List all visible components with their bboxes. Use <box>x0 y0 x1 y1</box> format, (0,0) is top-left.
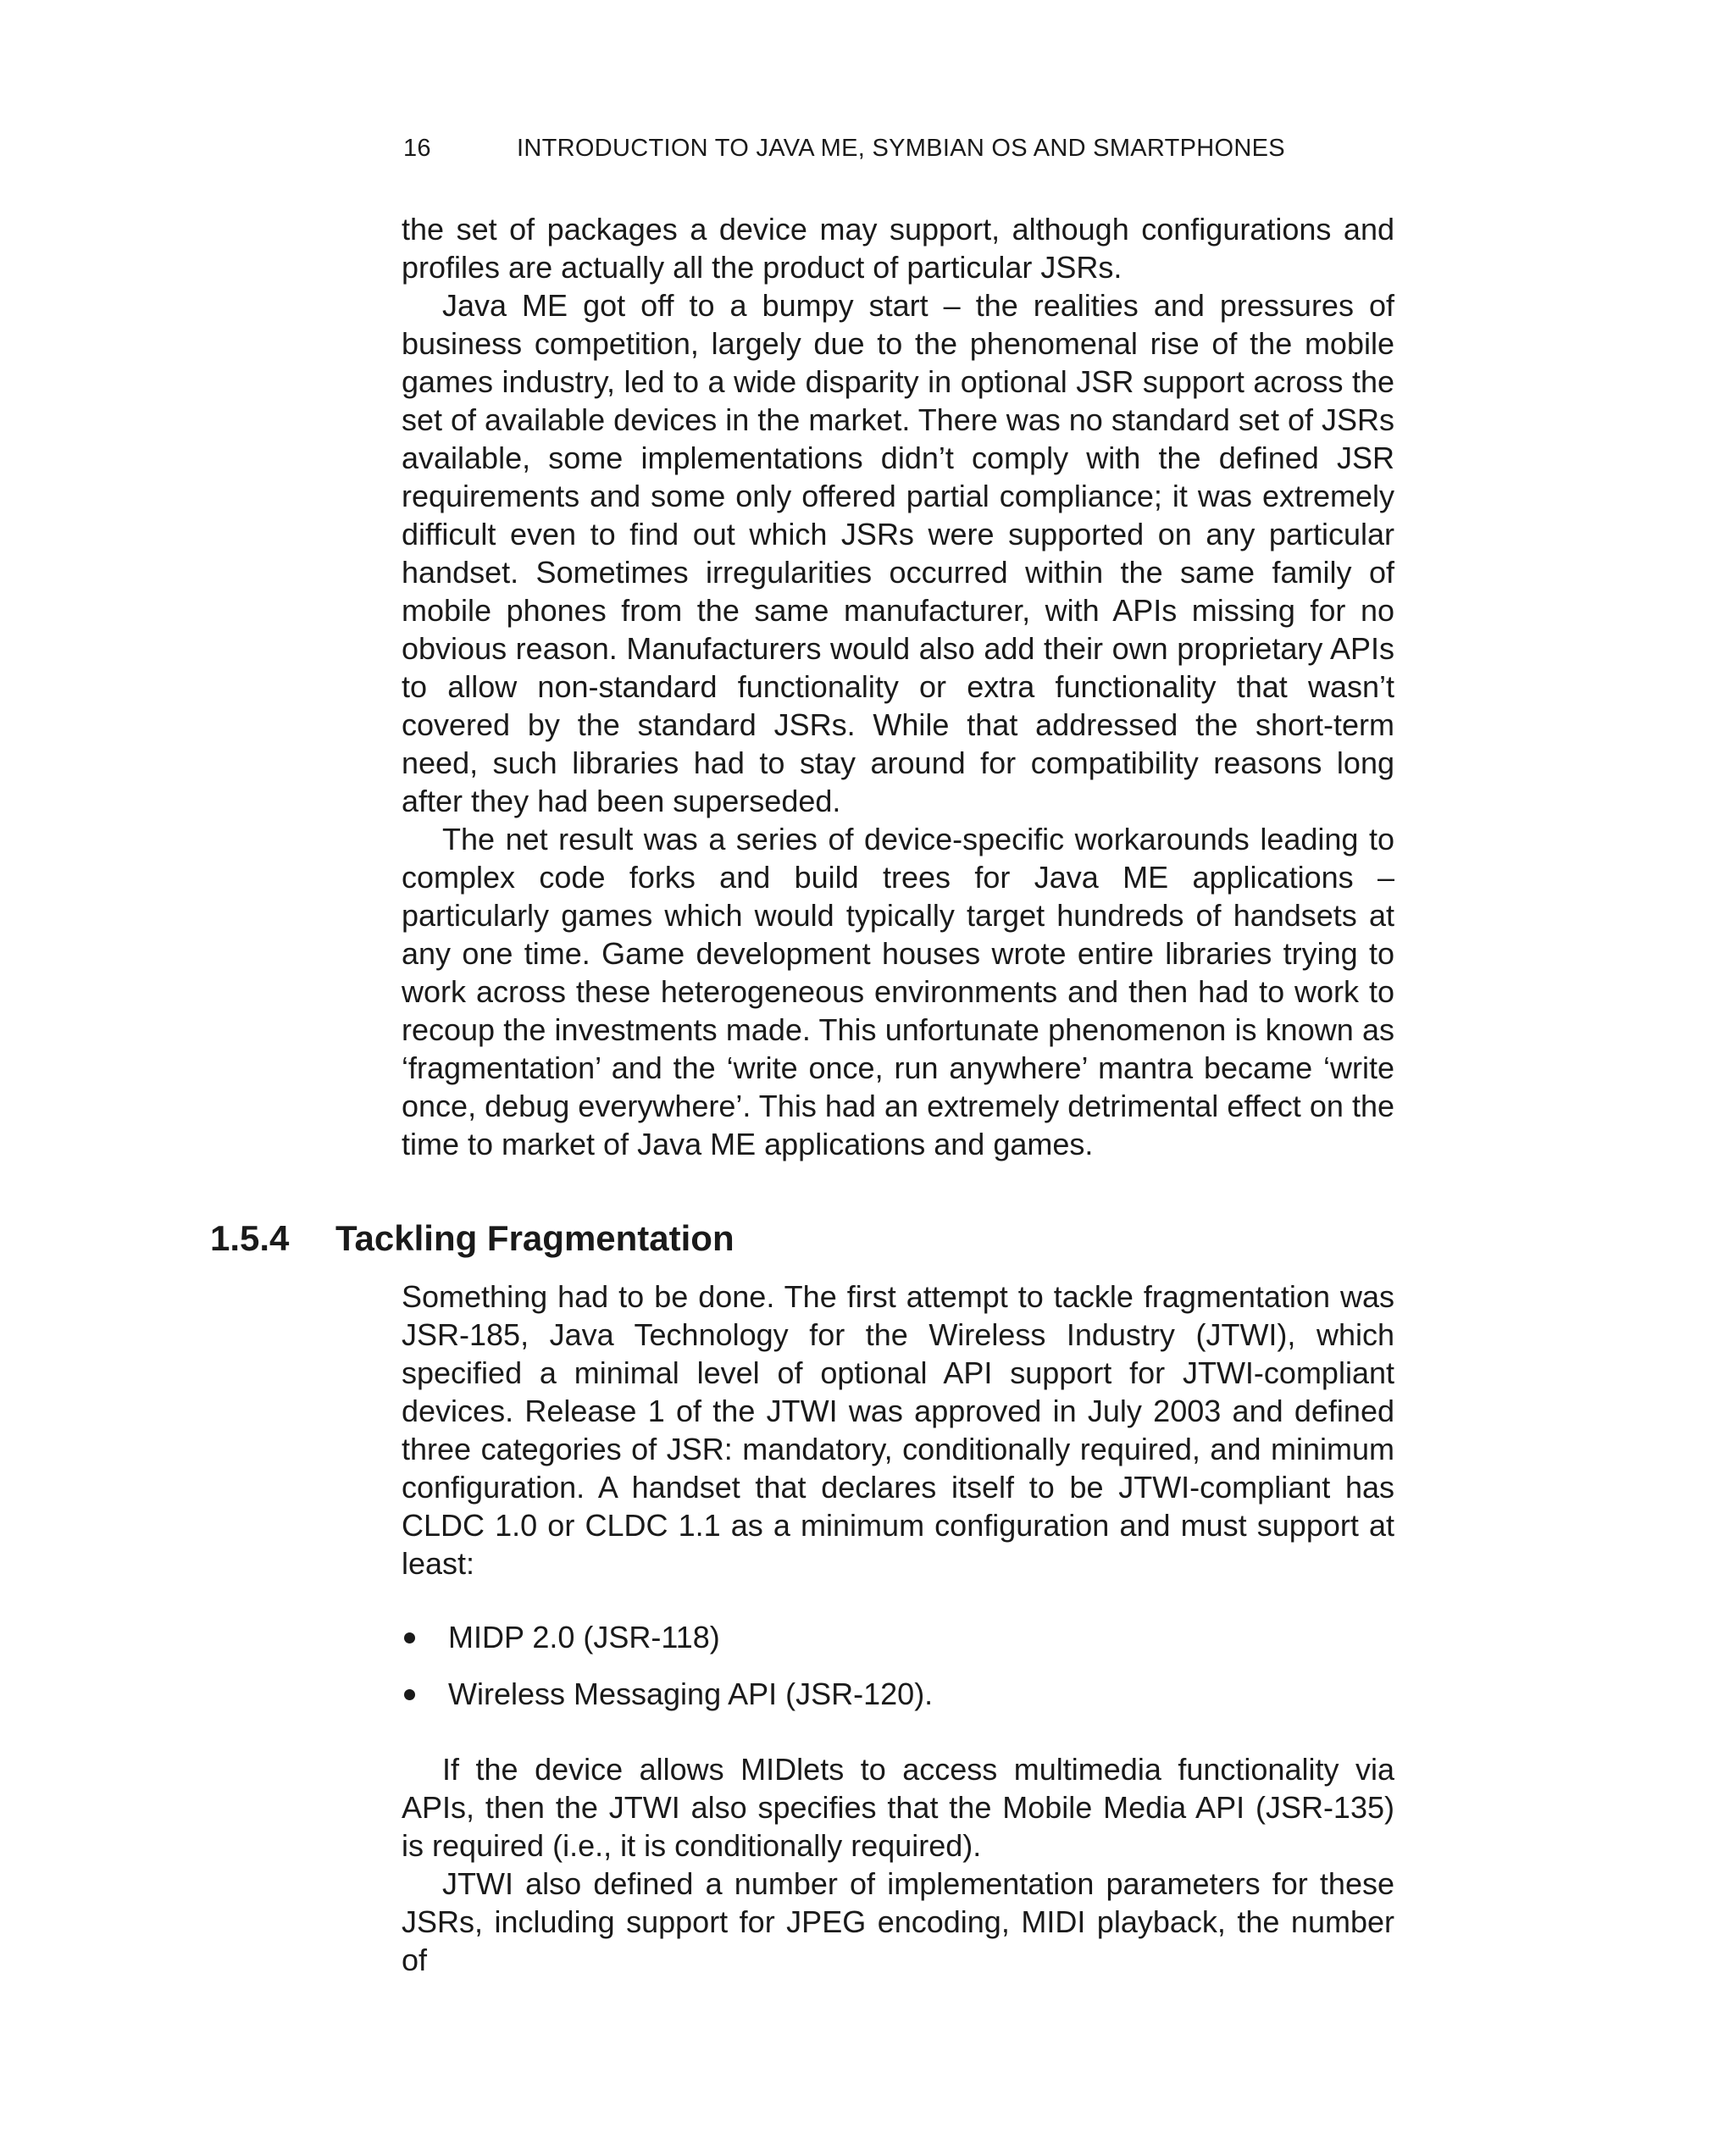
section-after-block <box>402 1750 1394 1979</box>
list-item <box>402 1618 1394 1656</box>
bullet-icon <box>404 1632 415 1643</box>
paragraph: JTWI also defined a number of implementation parameters for these JSRs, including support for JPEG encoding, MIDI playback, the number of <box>402 1866 1394 1977</box>
list-item-text: Wireless Messaging API (JSR-120). <box>448 1677 934 1711</box>
paragraph: The net result was a series of device-specific workarounds leading to complex code forks and build trees for Java ME applications – particularly games which would typically target hundreds of handsets at any one time. Game development houses wrote entire libraries trying to work across these heterogeneous environments and then had to work to recoup the investments made. This unfortunate phenomenon is known as ‘fragmentation’ and the ‘write once, run anywhere’ mantra became ‘write once, debug everywhere’. This had an extremely detrimental effect on the time to market of Java ME applications and games. <box>402 822 1394 1161</box>
intro-text-block <box>402 210 1394 1163</box>
chapter-title: INTRODUCTION TO JAVA ME, SYMBIAN OS AND SMARTPHONES <box>517 135 1285 162</box>
list-item-text: MIDP 2.0 (JSR-118) <box>448 1620 720 1654</box>
page-number: 16 <box>403 135 431 162</box>
bullet-list-block <box>402 1618 1394 1732</box>
paragraph: the set of packages a device may support, although configurations and profiles are actually all the product of particular JSRs. <box>402 212 1394 285</box>
section-title: Tackling Fragmentation <box>335 1218 734 1258</box>
running-head <box>403 129 1394 168</box>
paragraph: Java ME got off to a bumpy start – the realities and pressures of business competition, largely due to the phenomenal rise of the mobile games industry, led to a wide disparity in optional JSR support across the set of available devices in the market. There was no standard set of JSRs available, some implementations didn’t comply with the defined JSR requirements and some only offered partial compliance; it was extremely difficult even to find out which JSRs were supported on any particular handset. Sometimes irregularities occurred within the same family of mobile phones from the same manufacturer, with APIs missing for no obvious reason. Manufacturers would also add their own proprietary APIs to allow non-standard functionality or extra functionality that wasn’t covered by the standard JSRs. While that addressed the short-term need, such libraries had to stay around for compatibility reasons long after they had been superseded. <box>402 288 1394 818</box>
bullet-icon <box>404 1689 415 1700</box>
section-lead-block <box>402 1278 1394 1582</box>
bullet-list <box>402 1618 1394 1713</box>
paragraph: Something had to be done. The first attempt to tackle fragmentation was JSR-185, Java Technology for the Wireless Industry (JTWI), which specified a minimal level of optional API support for JTWI-compliant devices. Release 1 of the JTWI was approved in July 2003 and defined three categories of JSR: mandatory, conditionally required, and minimum configuration. A handset that declares itself to be JTWI-compliant has CLDC 1.0 or CLDC 1.1 as a minimum configuration and must support at least: <box>402 1279 1394 1581</box>
section-number: 1.5.4 <box>210 1218 290 1258</box>
list-item <box>402 1675 1394 1713</box>
paragraph: If the device allows MIDlets to access multimedia functionality via APIs, then the JTWI also specifies that the Mobile Media API (JSR-135) is required (i.e., it is conditionally required). <box>402 1752 1394 1863</box>
